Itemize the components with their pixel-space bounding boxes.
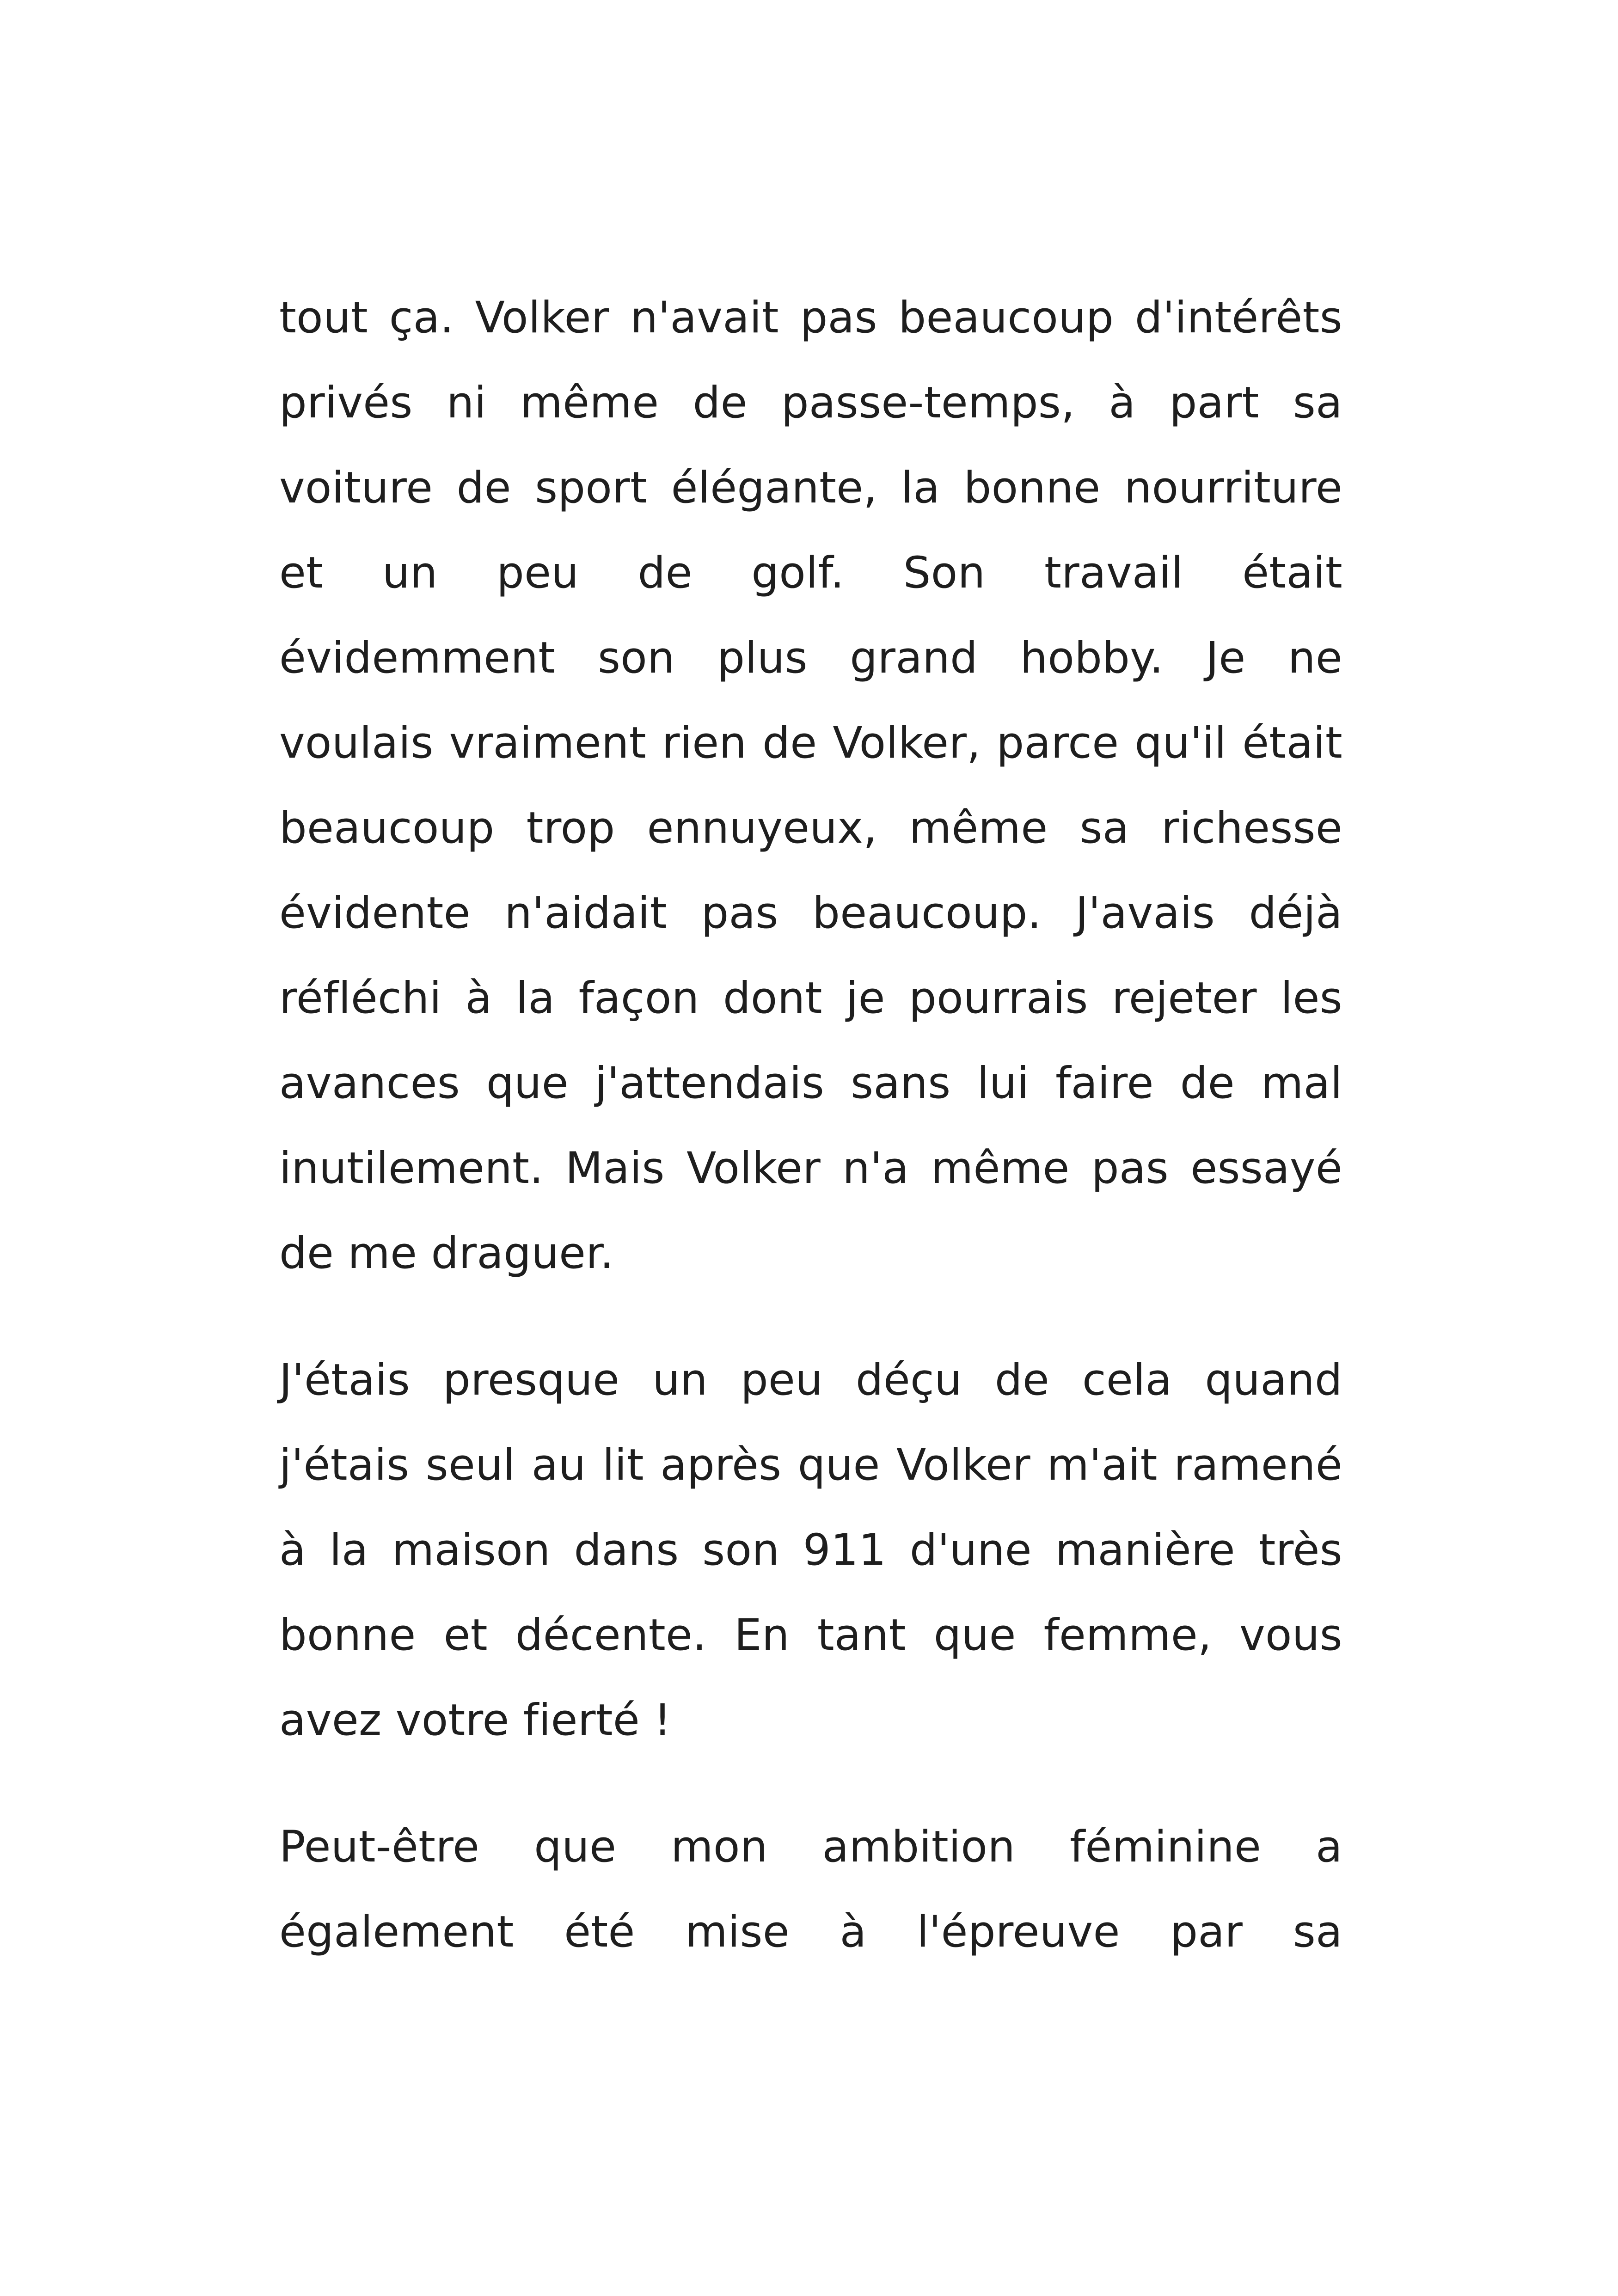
paragraph-1 xyxy=(279,276,1342,1296)
text-line: inutilement. Mais Volker n'a même pas essayé xyxy=(279,1143,1342,1194)
text-line: voulais vraiment rien de Volker, parce qu'il était xyxy=(279,718,1342,768)
text-line: privés ni même de passe-temps, à part sa xyxy=(279,378,1342,428)
text-line: bonne et décente. En tant que femme, vous xyxy=(279,1610,1342,1660)
text-line: tout ça. Volker n'avait pas beaucoup d'intérêts xyxy=(279,293,1342,343)
text-line: J'étais presque un peu déçu de cela quand xyxy=(279,1355,1342,1405)
text-line: avances que j'attendais sans lui faire de mal xyxy=(279,1058,1342,1108)
text-line: avez votre fierté ! xyxy=(279,1695,672,1745)
paragraph-3 xyxy=(279,1805,1342,1975)
text-line: beaucoup trop ennuyeux, même sa richesse xyxy=(279,803,1342,853)
paragraph-2 xyxy=(279,1338,1342,1763)
text-line: également été mise à l'épreuve par sa xyxy=(279,1907,1342,1957)
text-line: réfléchi à la façon dont je pourrais rejeter les xyxy=(279,973,1342,1023)
text-line: voiture de sport élégante, la bonne nourriture xyxy=(279,463,1342,513)
body-text xyxy=(279,276,1342,2016)
text-line: à la maison dans son 911 d'une manière très xyxy=(279,1525,1342,1575)
text-line: évidemment son plus grand hobby. Je ne xyxy=(279,633,1342,683)
text-line: évidente n'aidait pas beaucoup. J'avais déjà xyxy=(279,888,1342,938)
text-line: et un peu de golf. Son travail était xyxy=(279,548,1342,598)
text-line: Peut-être que mon ambition féminine a xyxy=(279,1822,1342,1872)
text-line: de me draguer. xyxy=(279,1228,614,1279)
text-line: j'étais seul au lit après que Volker m'ait ramené xyxy=(279,1440,1342,1490)
